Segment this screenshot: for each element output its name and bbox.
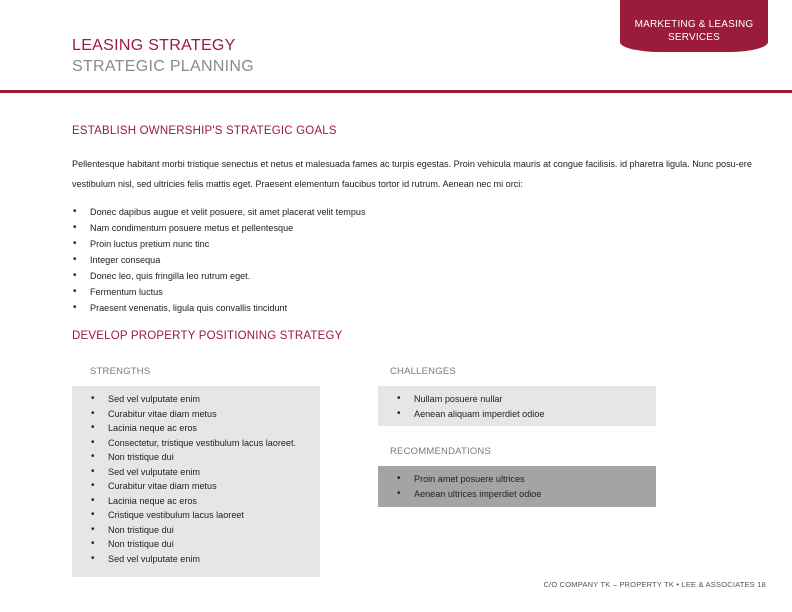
- challenges-list: [378, 386, 656, 421]
- recommendations-list: [378, 466, 656, 501]
- page-footer: C/O COMPANY TK – PROPERTY TK • LEE & ASSOCIATES 18: [543, 580, 766, 589]
- page-subtitle: STRATEGIC PLANNING: [72, 58, 255, 75]
- list-item: • Nullam posuere nullar: [396, 392, 656, 407]
- strengths-label: STRENGTHS: [90, 366, 151, 377]
- list-item: • Sed vel vulputate enim: [90, 392, 320, 407]
- section-tab: [620, 0, 768, 52]
- list-item: • Aenean aliquam imperdiet odioe: [396, 407, 656, 422]
- list-item: • Non tristique dui: [90, 523, 320, 538]
- list-item: • Curabitur vitae diam metus: [90, 407, 320, 422]
- strengths-list: [72, 386, 320, 566]
- page-title: LEASING STRATEGY: [72, 37, 236, 54]
- list-item: • Cristique vestibulum lacus laoreet: [90, 508, 320, 523]
- section-tab-line1: MARKETING & LEASING: [634, 19, 754, 30]
- challenges-box: [378, 386, 656, 426]
- strengths-box: [72, 386, 320, 577]
- list-item: • Nam condimentum posuere metus et pellentesque: [72, 220, 366, 236]
- list-item: • Donec dapibus augue et velit posuere, sit amet placerat velit tempus: [72, 204, 366, 220]
- list-item: • Fermentum luctus: [72, 284, 366, 300]
- list-item: • Praesent venenatis, ligula quis convallis tincidunt: [72, 300, 366, 316]
- list-item: • Non tristique dui: [90, 450, 320, 465]
- list-item: • Integer consequa: [72, 252, 366, 268]
- list-item: • Sed vel vulputate enim: [90, 552, 320, 567]
- goals-heading: ESTABLISH OWNERSHIP'S STRATEGIC GOALS: [72, 125, 337, 137]
- goals-list: [72, 204, 366, 316]
- header-divider: [0, 90, 792, 93]
- list-item: • Aenean ultrices imperdiet odioe: [396, 487, 656, 502]
- list-item: • Lacinia neque ac eros: [90, 421, 320, 436]
- list-item: • Consectetur, tristique vestibulum lacus laoreet.: [90, 436, 320, 451]
- section-tab-line2: SERVICES: [668, 32, 720, 43]
- goals-paragraph: Pellentesque habitant morbi tristique senectus et netus et malesuada fames ac turpis egestas. Proin vehicula mauris at congue facilisis. id pharetra ligula. Nunc posu-ere vestibulum nisl, sed ultricies felis mattis eget. Praesent elementum faucibus tortor id rutrum. Aenean nec mi orci:: [72, 159, 752, 189]
- list-item: • Donec leo, quis fringilla leo rutrum eget.: [72, 268, 366, 284]
- list-item: • Proin luctus pretium nunc tinc: [72, 236, 366, 252]
- list-item: • Proin amet posuere ultrices: [396, 472, 656, 487]
- challenges-label: CHALLENGES: [390, 366, 456, 377]
- list-item: • Sed vel vulputate enim: [90, 465, 320, 480]
- recommendations-label: RECOMMENDATIONS: [390, 446, 491, 457]
- positioning-heading: DEVELOP PROPERTY POSITIONING STRATEGY: [72, 330, 343, 342]
- list-item: • Curabitur vitae diam metus: [90, 479, 320, 494]
- list-item: • Lacinia neque ac eros: [90, 494, 320, 509]
- recommendations-box: [378, 466, 656, 507]
- list-item: • Non tristique dui: [90, 537, 320, 552]
